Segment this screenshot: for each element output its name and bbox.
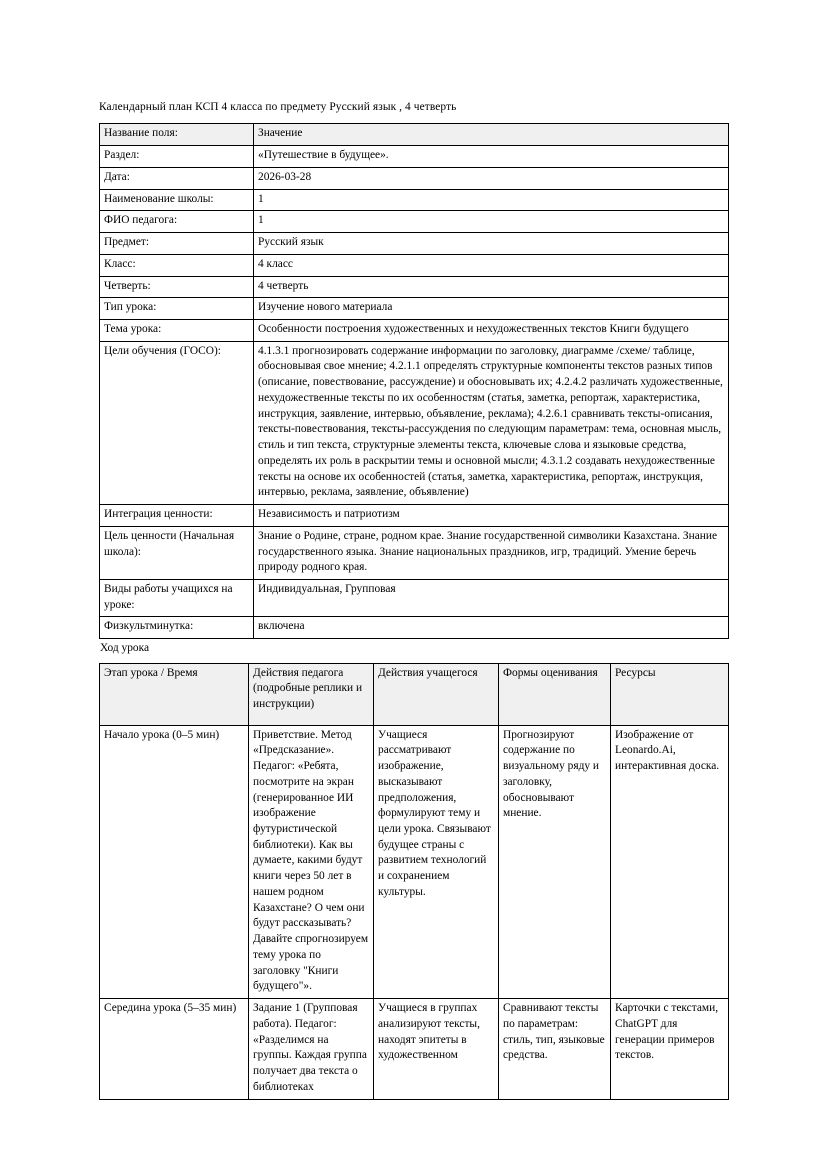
field-value: Индивидуальная, Групповая <box>254 580 729 617</box>
field-label: Цель ценности (Начальная школа): <box>100 526 254 579</box>
field-label: Тема урока: <box>100 320 254 342</box>
field-value: Независимость и патриотизм <box>254 505 729 527</box>
column-header-field-value: Значение <box>254 124 729 146</box>
field-label: Физкультминутка: <box>100 617 254 639</box>
lesson-flow-label: Ход урока <box>100 642 150 655</box>
field-value: включена <box>254 617 729 639</box>
resources-cell: Карточки с текстами, ChatGPT для генерации примеров текстов. <box>611 999 729 1099</box>
field-value: Особенности построения художественных и нехудожественных текстов Книги будущего <box>254 320 729 342</box>
field-value: «Путешествие в будущее». <box>254 146 729 168</box>
field-label: Интеграция ценности: <box>100 505 254 527</box>
table-row <box>100 526 729 579</box>
column-header-field-name: Название поля: <box>100 124 254 146</box>
table-row <box>100 146 729 168</box>
field-label: Виды работы учащихся на уроке: <box>100 580 254 617</box>
table-row <box>100 189 729 211</box>
field-value: 2026-03-28 <box>254 167 729 189</box>
field-label: Раздел: <box>100 146 254 168</box>
table-row <box>100 617 729 639</box>
field-value: Знание о Родине, стране, родном крае. Знание государственной символики Казахстана. Знание государственного языка. Знание национальных праздников, игр, традиций. Умение беречь природу родного края. <box>254 526 729 579</box>
table-row <box>100 341 729 504</box>
field-value: 1 <box>254 211 729 233</box>
field-label: Предмет: <box>100 233 254 255</box>
student-actions-cell: Учащиеся в группах анализируют тексты, находят эпитеты в художественном <box>374 999 499 1099</box>
field-value: 4.1.3.1 прогнозировать содержание информации по заголовку, диаграмме /схеме/ таблице, обосновывая свое мнение; 4.2.1.1 определять структурные компоненты текстов разных типов (описание, повествование, рассуждение) и обосновывать их; 4.2.4.2 различать художественные, нехудожественные тексты по их особенностям (статья, заметка, репортаж, характеристика, инструкция, заявление, интервью, объявление, реклама); 4.2.6.1 сравнивать тексты-описания, тексты-повествования, тексты-рассуждения по следующим параметрам: тема, основная мысль, стиль и тип текста, структурные элементы текста, ключевые слова и языковые средства, определять их роль в раскрытии темы и основной мысли; 4.3.1.2 создавать нехудожественные тексты на основе их особенностей (статья, заметка, характеристика, репортаж, инструкция, интервью, реклама, заявление, объявление) <box>254 341 729 504</box>
table-header-row <box>100 663 729 725</box>
teacher-actions-cell: Задание 1 (Групповая работа). Педагог: «Разделимся на группы. Каждая группа получает два текста о библиотеках <box>249 999 374 1099</box>
column-header-teacher-actions: Действия педагога (подробные реплики и инструкции) <box>249 663 374 725</box>
table-row <box>100 725 729 998</box>
stage-cell: Середина урока (5–35 мин) <box>100 999 249 1099</box>
column-header-resources: Ресурсы <box>611 663 729 725</box>
field-label: ФИО педагога: <box>100 211 254 233</box>
table-row <box>100 254 729 276</box>
document-page <box>99 0 728 1100</box>
table-row <box>100 505 729 527</box>
table-row <box>100 580 729 617</box>
field-label: Наименование школы: <box>100 189 254 211</box>
assessment-cell: Сравнивают тексты по параметрам: стиль, тип, языковые средства. <box>499 999 611 1099</box>
column-header-stage: Этап урока / Время <box>100 663 249 725</box>
teacher-actions-cell: Приветствие. Метод «Предсказание». Педагог: «Ребята, посмотрите на экран (генерированное ИИ изображение футуристической библиотеки). Как вы думаете, какими будут книги через 50 лет в нашем родном Казахстане? О чем они будут рассказывать? Давайте спрогнозируем тему урока по заголовку "Книги будущего"». <box>249 725 374 998</box>
student-actions-cell: Учащиеся рассматривают изображение, высказывают предположения, формулируют тему и цели урока. Связывают будущее страны с развитием технологий и сохранением культуры. <box>374 725 499 998</box>
page-title: Календарный план КСП 4 класса по предмету Русский язык , 4 четверть <box>99 101 457 113</box>
table-row <box>100 276 729 298</box>
table-row <box>100 233 729 255</box>
resources-cell: Изображение от Leonardo.Ai, интерактивная доска. <box>611 725 729 998</box>
lesson-fields-body <box>100 124 729 639</box>
table-row <box>100 211 729 233</box>
table-row <box>100 167 729 189</box>
table-row <box>100 999 729 1099</box>
field-label: Четверть: <box>100 276 254 298</box>
table-row <box>100 320 729 342</box>
assessment-cell: Прогнозируют содержание по визуальному ряду и заголовку, обосновывают мнение. <box>499 725 611 998</box>
lesson-fields-table <box>99 123 729 639</box>
lesson-stages-table <box>99 663 729 1100</box>
field-label: Цели обучения (ГОСО): <box>100 341 254 504</box>
field-label: Тип урока: <box>100 298 254 320</box>
field-value: 4 класс <box>254 254 729 276</box>
field-value: Русский язык <box>254 233 729 255</box>
field-label: Дата: <box>100 167 254 189</box>
stage-cell: Начало урока (0–5 мин) <box>100 725 249 998</box>
field-value: Изучение нового материала <box>254 298 729 320</box>
table-row <box>100 298 729 320</box>
lesson-stages-body <box>100 663 729 1099</box>
field-value: 1 <box>254 189 729 211</box>
column-header-assessment-forms: Формы оценивания <box>499 663 611 725</box>
field-label: Класс: <box>100 254 254 276</box>
column-header-student-actions: Действия учащегося <box>374 663 499 725</box>
table-header-row <box>100 124 729 146</box>
field-value: 4 четверть <box>254 276 729 298</box>
